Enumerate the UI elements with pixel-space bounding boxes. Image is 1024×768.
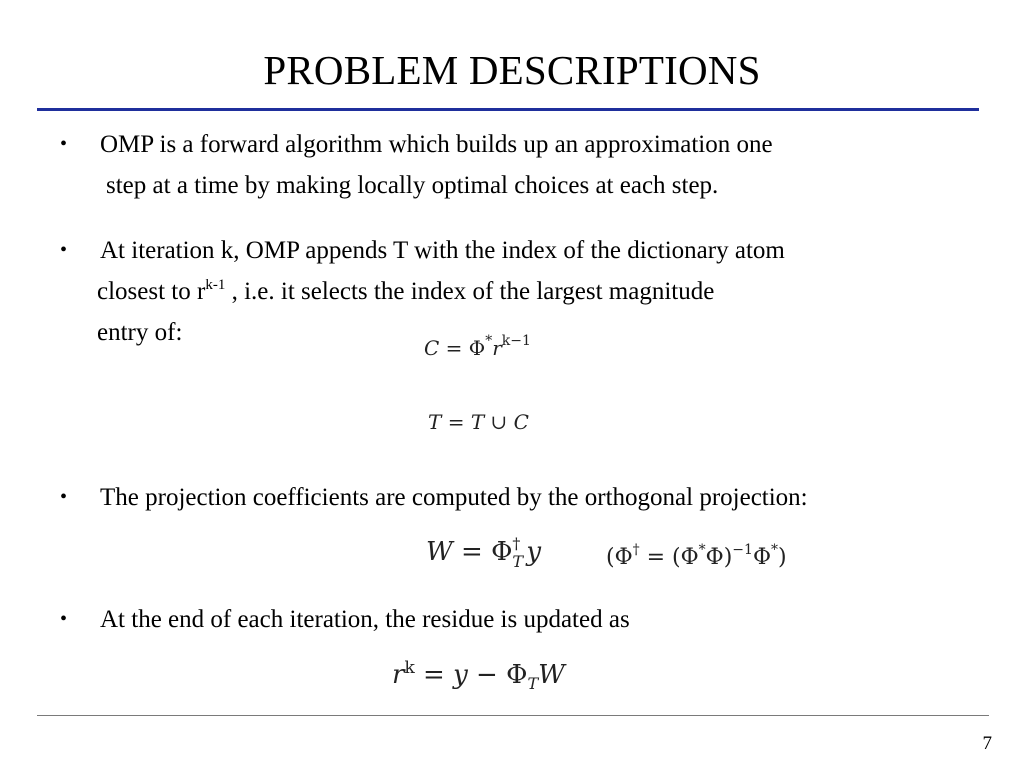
eq-w-sub: T: [512, 552, 524, 571]
eq-t-t: T: [470, 410, 485, 434]
bullet-2-line-1: At iteration k, OMP appends T with the index of the dictionary atom: [100, 237, 785, 264]
page-number: 7: [982, 733, 992, 754]
bullet-3-line-1: The projection coefficients are computed by the orthogonal projection:: [100, 484, 808, 511]
equation-t: [428, 410, 529, 434]
eq-c-r: r: [492, 336, 502, 360]
eq-pinv-c: Φ): [705, 545, 733, 570]
eq-c-equals: =: [439, 336, 469, 360]
eq-t-equals: =: [441, 410, 471, 434]
eq-r-sub: T: [527, 674, 539, 694]
eq-r-y: y: [453, 660, 468, 690]
bullet-1-line-2: step at a time by making locally optimal choices at each step.: [106, 172, 719, 199]
eq-pinv-star-1: *: [698, 542, 706, 558]
eq-t-c: C: [513, 410, 529, 434]
eq-pinv-d: Φ: [752, 545, 771, 570]
bullet-4: [60, 599, 630, 640]
eq-w-y: y: [526, 537, 542, 567]
bullet-marker: •: [60, 133, 68, 155]
bullet-2-line-2-post: , i.e. it selects the index of the largest magnitude: [225, 278, 715, 305]
footer-divider: [37, 715, 989, 716]
equation-residue: [392, 660, 565, 693]
eq-c-star: *: [485, 333, 493, 349]
eq-pinv-dagger: †: [632, 542, 640, 558]
eq-pinv-e: ): [777, 545, 787, 570]
equation-c: [424, 333, 531, 360]
eq-pinv-a: (Φ: [606, 545, 633, 570]
bullet-2: [60, 230, 785, 353]
eq-pinv-star-2: *: [770, 542, 778, 558]
bullet-marker: •: [60, 486, 68, 508]
eq-t-lhs: T: [428, 410, 442, 434]
bullet-2-line-3: entry of:: [97, 319, 183, 346]
eq-t-union: ∪: [484, 410, 514, 434]
bullet-2-line-2: [97, 271, 785, 312]
bullet-2-line-2-pre: closest to r: [97, 278, 206, 305]
bullet-3: [60, 477, 808, 518]
eq-c-lhs: C: [424, 336, 440, 360]
equation-pseudoinverse: [606, 542, 787, 570]
bullet-1: [60, 124, 773, 206]
eq-c-phi: Φ: [468, 336, 486, 360]
eq-r-minus: −: [467, 660, 507, 690]
eq-w-equals: =: [452, 537, 492, 567]
eq-r-w: W: [538, 660, 565, 690]
eq-w-lhs: W: [426, 537, 453, 567]
eq-w-phi: Φ: [491, 537, 513, 567]
eq-r-phi: Φ: [506, 660, 528, 690]
title-divider: [37, 108, 979, 111]
slide-title: PROBLEM DESCRIPTIONS: [263, 47, 761, 93]
eq-c-sup: k−1: [501, 333, 531, 349]
bullet-marker: •: [60, 239, 68, 261]
eq-r-r: r: [392, 660, 405, 690]
eq-pinv-inverse: −1: [732, 542, 753, 558]
bullet-marker: •: [60, 608, 68, 630]
superscript-k-minus-1: k-1: [205, 277, 226, 293]
eq-r-sup: k: [404, 658, 415, 678]
bullet-4-line-1: At the end of each iteration, the residue is updated as: [100, 606, 630, 633]
equation-w: [426, 534, 542, 571]
eq-w-dagger: †: [512, 534, 521, 553]
eq-r-equals: =: [414, 660, 454, 690]
eq-pinv-b: = (Φ: [639, 545, 699, 570]
bullet-1-line-1: OMP is a forward algorithm which builds up an approximation one: [100, 131, 773, 158]
